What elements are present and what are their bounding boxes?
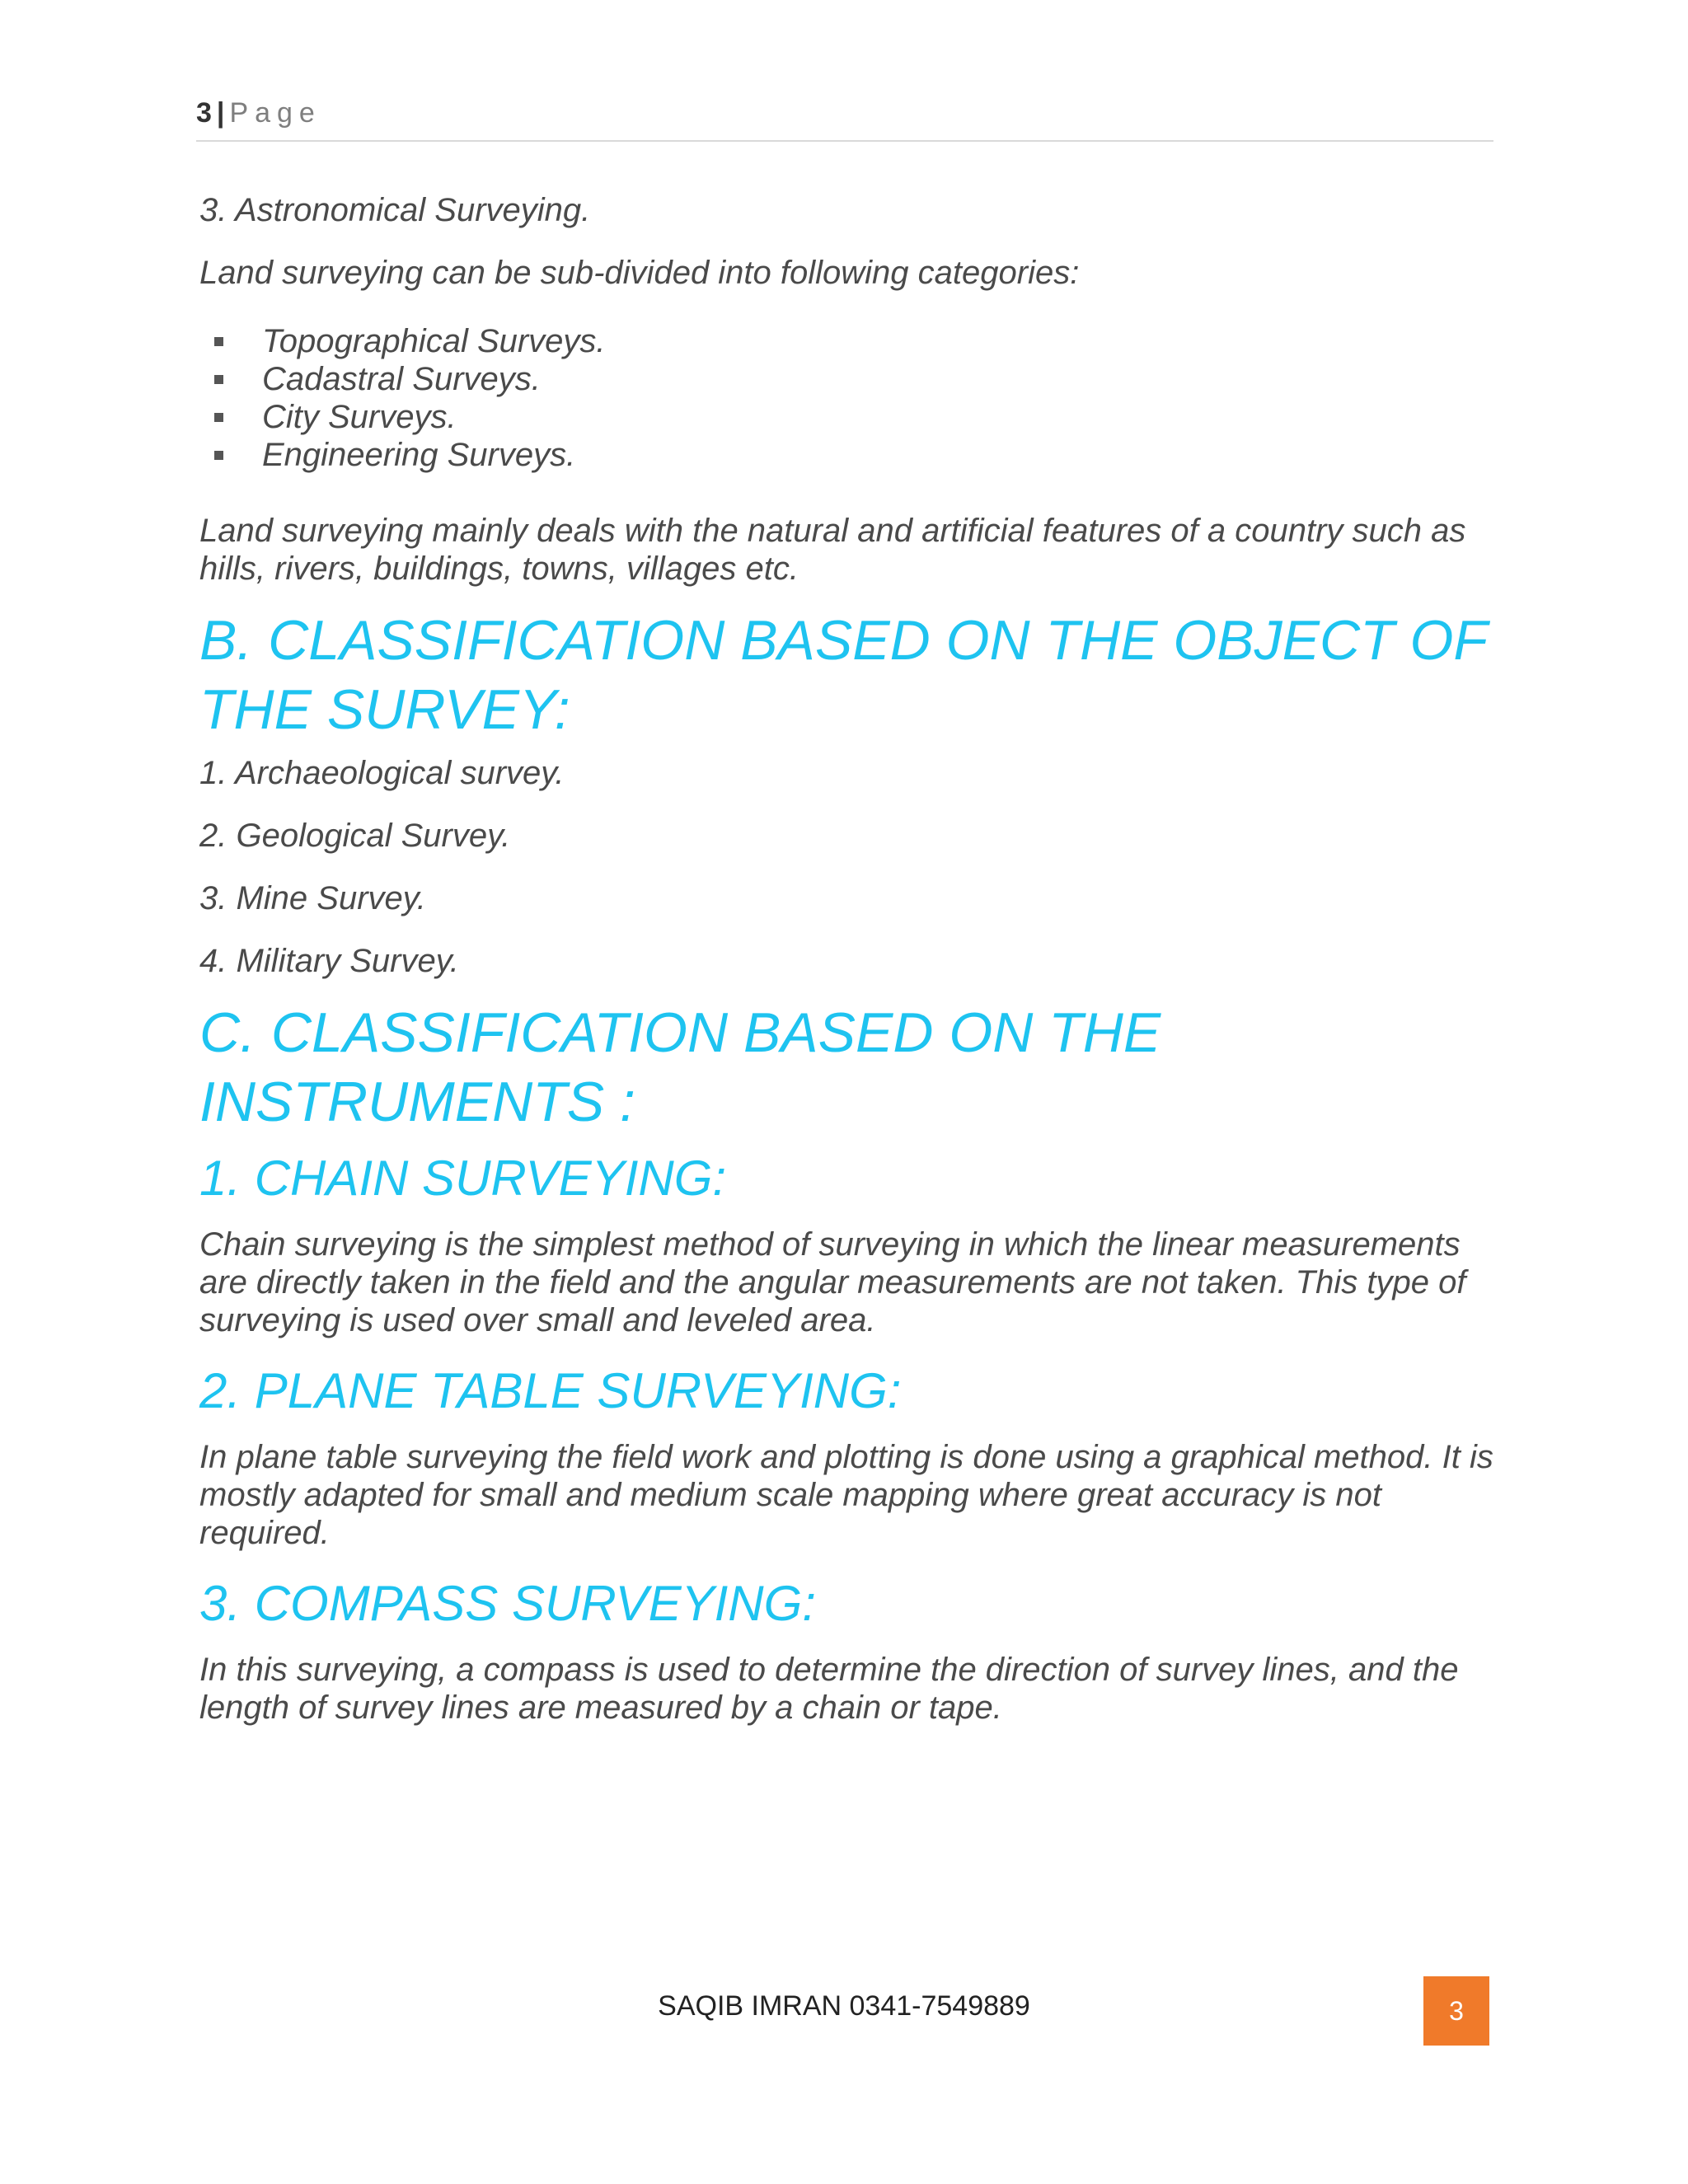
square-bullet-icon [214, 413, 223, 422]
document-body [199, 191, 1502, 1727]
object-item: 1. Archaeological survey. [199, 755, 565, 791]
header-page-word: Page [229, 97, 321, 129]
header-separator: | [216, 97, 225, 129]
item-astronomical: 3. Astronomical Surveying. [199, 192, 591, 228]
object-item: 3. Mine Survey. [199, 880, 426, 916]
heading-chain-surveying: 1. CHAIN SURVEYING: [199, 1151, 727, 1206]
page-header [196, 97, 1493, 142]
footer-author: SAQIB IMRAN 0341-7549889 [658, 1990, 1030, 2022]
chain-surveying-paragraph: Chain surveying is the simplest method of surveying in which the linear measurements are directly taken in the field and the angular measurements are not taken. This type of surveying is used over small and leveled area. [199, 1226, 1466, 1338]
land-categories-list [199, 322, 1502, 474]
list-item: Engineering Surveys. [199, 436, 1502, 474]
land-intro: Land surveying can be sub-divided into following categories: [199, 255, 1080, 291]
object-item: 2. Geological Survey. [199, 818, 511, 854]
header-page-number: 3 [196, 97, 212, 129]
compass-surveying-paragraph: In this surveying, a compass is used to determine the direction of survey lines, and the length of survey lines are measured by a chain or tape. [199, 1652, 1459, 1726]
list-item: Cadastral Surveys. [199, 360, 1502, 398]
heading-compass-surveying: 3. COMPASS SURVEYING: [199, 1576, 816, 1631]
square-bullet-icon [214, 375, 223, 384]
heading-plane-table-surveying: 2. PLANE TABLE SURVEYING: [199, 1363, 902, 1418]
heading-classification-object: B. CLASSIFICATION BASED ON THE OBJECT OF THE SURVEY: [199, 609, 1487, 741]
heading-classification-instruments: C. CLASSIFICATION BASED ON THE INSTRUMENTS : [199, 1001, 1161, 1133]
land-features-paragraph: Land surveying mainly deals with the natural and artificial features of a country such as hills, rivers, buildings, towns, villages etc. [199, 513, 1466, 587]
list-item: Topographical Surveys. [199, 322, 1502, 360]
footer-page-number-box: 3 [1423, 1976, 1489, 2046]
square-bullet-icon [214, 337, 223, 346]
plane-table-paragraph: In plane table surveying the field work and plotting is done using a graphical method. It is mostly adapted for small and medium scale mapping where great accuracy is not required. [199, 1439, 1493, 1551]
object-item: 4. Military Survey. [199, 943, 459, 979]
list-item: City Surveys. [199, 398, 1502, 436]
square-bullet-icon [214, 451, 223, 460]
